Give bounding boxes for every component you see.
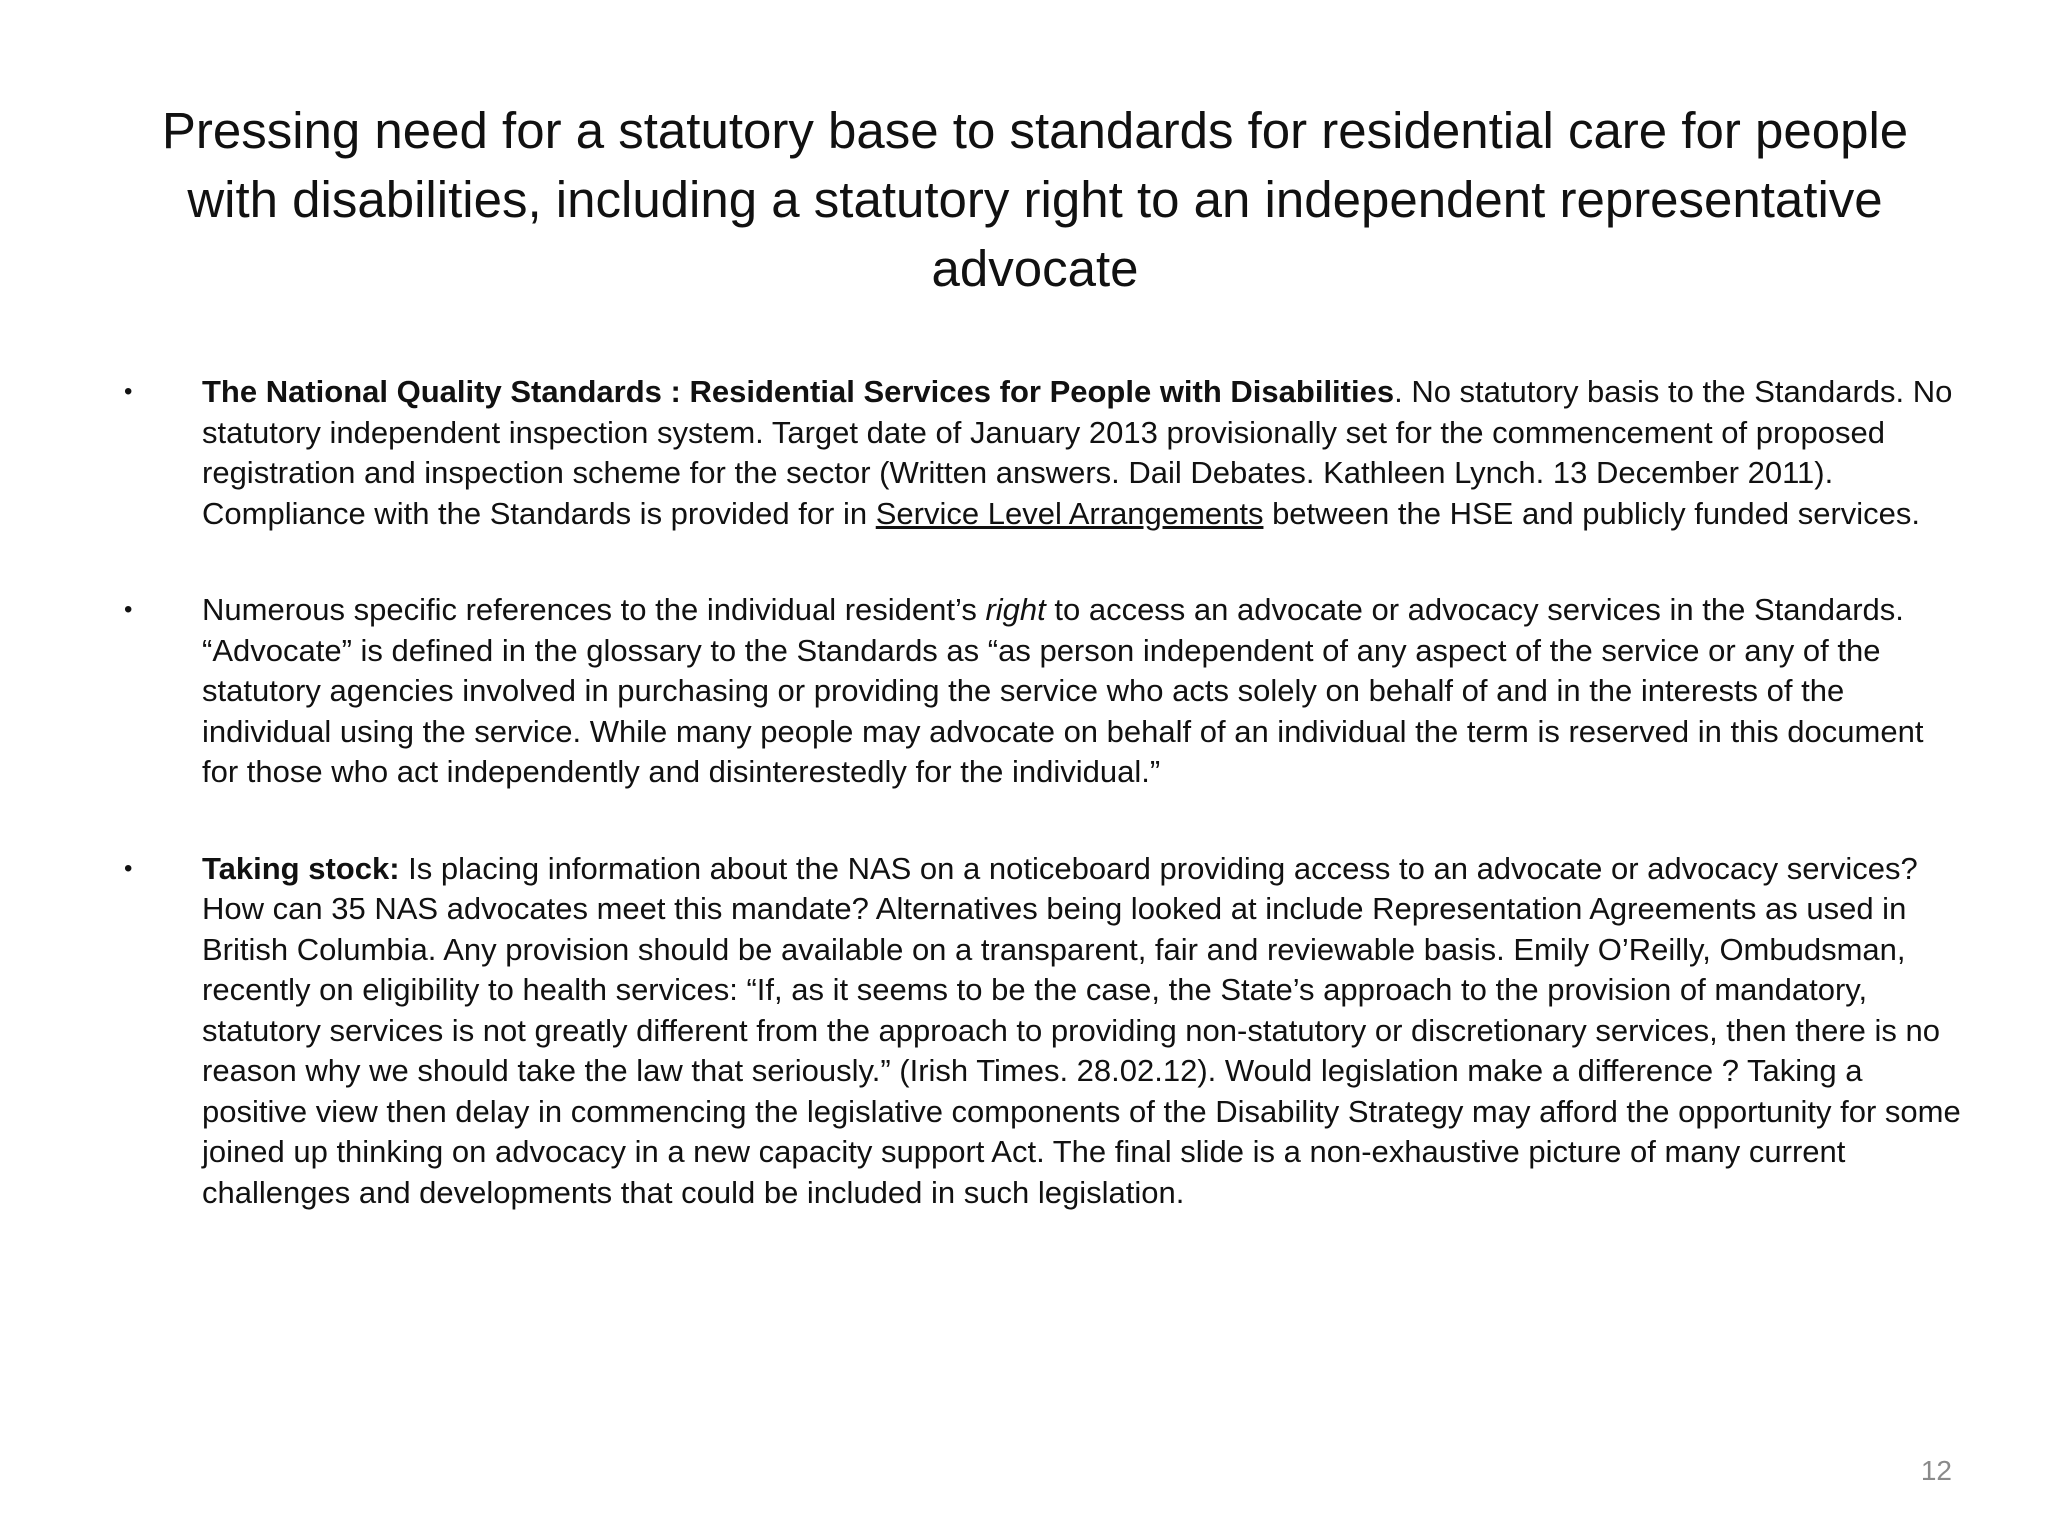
bullet-icon: • bbox=[124, 854, 133, 882]
bullet-list bbox=[124, 372, 1964, 1213]
bullet-text: to access an advocate or advocacy services in the Standards. “Advocate” is defined in the glossary to the Standards as “as person independent of any aspect of the service or any of the statutory agencies involved in purchasing or providing the service who acts solely on behalf of and in the interests of the individual using the service. While many people may advocate on behalf of an individual the term is reserved in this document for those who act independently and disinterestedly for the individual.” bbox=[202, 592, 1924, 789]
bullet-icon: • bbox=[124, 596, 133, 623]
bullet-bold-lead: Taking stock: bbox=[202, 850, 400, 886]
bullet-text: Numerous specific references to the individual resident’s bbox=[202, 592, 986, 627]
bullet-icon: • bbox=[124, 378, 133, 405]
slide-title: Pressing need for a statutory base to standards for residential care for people with disabilities, including a statutory right to an independent representative advocate bbox=[161, 102, 1909, 297]
italic-emphasis: right bbox=[985, 592, 1046, 627]
bullet-text: Is placing information about the NAS on a noticeboard providing access to an advocate or advocacy services? How can 35 NAS advocates meet this mandate? Alternatives being looked at include Representation Agreements as used in British Columbia. Any provision should be available on a transparent, fair and reviewable basis. Emily O’Reilly, Ombudsman, recently on eligibility to health services: “If, as it seems to be the case, the State’s approach to the provision of mandatory, statutory services is not greatly different from the approach to providing non-statutory or discretionary services, then there is no reason why we should take the law that seriously.” (Irish Times. 28.02.12). Would legislation make a difference ? Taking a positive view then delay in commencing the legislative components of the Disability Strategy may afford the opportunity for some joined up thinking on advocacy in a new capacity support Act. The final slide is a non-exhaustive picture of many current challenges and developments that could be included in such legislation. bbox=[202, 850, 1961, 1210]
page-number: 12 bbox=[1920, 1455, 1952, 1486]
underlined-link-text: Service Level Arrangements bbox=[875, 495, 1264, 531]
bullet-text: between the HSE and publicly funded services. bbox=[1263, 495, 1921, 531]
bullet-bold-lead: The National Quality Standards : Residential Services for People with Disabilities bbox=[202, 374, 1395, 409]
bullet-item-taking-stock bbox=[124, 849, 1964, 1214]
bullet-text: . No statutory basis to the Standards. No statutory independent inspection system. Target date of January 2013 provisionally set for the commencement of proposed registration and inspection scheme for the sector (Written answers. Dail Debates. Kathleen Lynch. 13 December 2011). Compliance with the Standards is provided for in bbox=[202, 374, 1953, 531]
bullet-item-advocate-definition bbox=[124, 590, 1964, 793]
bullet-item-standards bbox=[124, 372, 1964, 534]
